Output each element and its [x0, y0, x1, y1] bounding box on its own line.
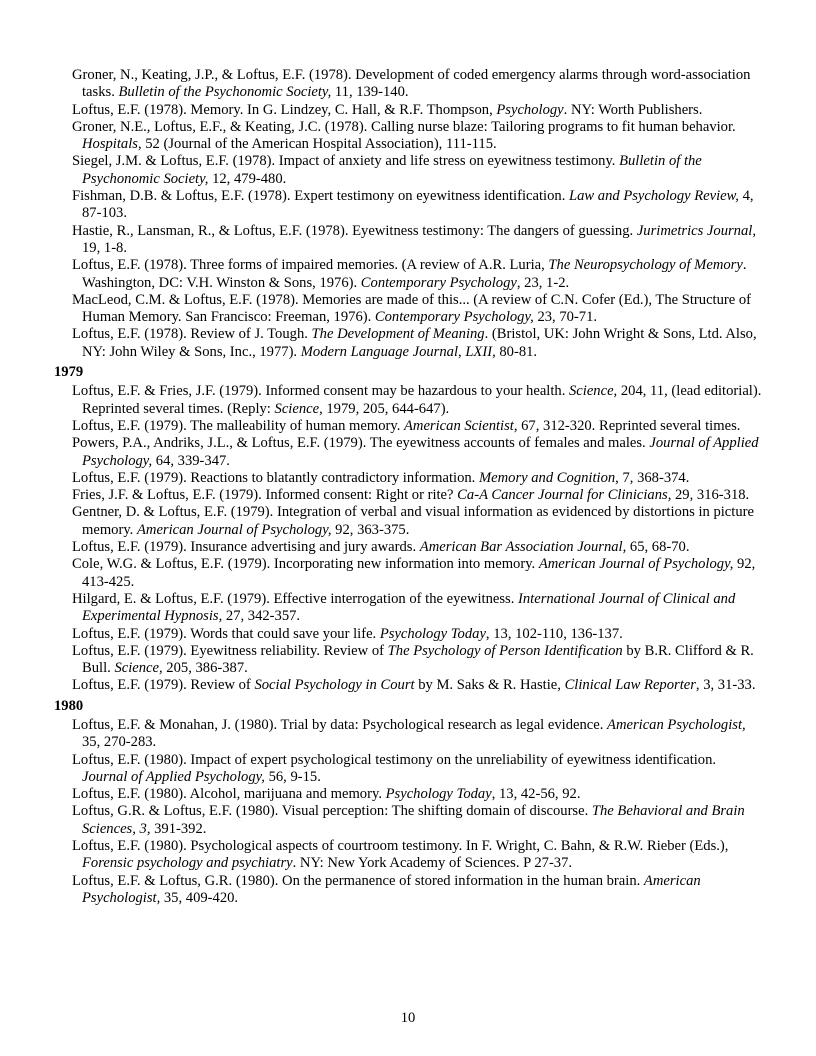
year-heading: 1979 — [54, 364, 84, 381]
reference-entry — [72, 752, 764, 787]
reference-entry — [72, 873, 764, 908]
reference-entry — [72, 119, 764, 154]
reference-text: 23, 70-71. — [533, 309, 598, 326]
reference-entry — [72, 504, 764, 539]
reference-text: 205, 386-387. — [162, 660, 248, 677]
reference-text: by M. Saks & R. Hastie, — [414, 677, 565, 694]
reference-section — [54, 698, 764, 908]
reference-italic-text: Forensic psychology and psychiatry — [82, 855, 293, 872]
reference-text: Loftus, E.F. (1978). Three forms of impaired memories. (A review of A.R. Luria, — [72, 257, 549, 274]
reference-text: Gentner, D. & Loftus, E.F. (1979). Integration of verbal and visual information as evidenced by distortions in picture memory. — [72, 504, 754, 538]
reference-text: Loftus, E.F. & Monahan, J. (1980). Trial by data: Psychological research as legal evidence. — [72, 716, 608, 733]
reference-text: 65, 68-70. — [626, 539, 690, 556]
reference-text: by B.R. Clifford & R. Bull. — [82, 642, 754, 677]
reference-italic-text: Ca-A Cancer Journal for Clinicians, — [457, 487, 672, 504]
reference-entry — [72, 326, 764, 361]
reference-text: 56, 9-15. — [264, 768, 321, 785]
reference-italic-text: Memory and Cognition, — [478, 469, 619, 486]
reference-italic-text: International Journal of Clinical and Experimental Hypnosis, — [82, 590, 736, 625]
reference-italic-text: American Scientist, — [404, 417, 518, 434]
reference-text: . (Bristol, UK: John Wright & Sons, Ltd. Also, NY: John Wiley & Sons, Inc., 1977). — [82, 326, 757, 360]
reference-text: 12, 479-480. — [208, 170, 287, 187]
reference-text: MacLeod, C.M. & Loftus, E.F. (1978). Memories are made of this... (A review of C.N. Cofer (Ed.), The Structure of Human Memory. San Francisco: Freeman, 1976). — [72, 291, 752, 326]
reference-entry — [72, 838, 764, 873]
reference-text: , 1979, 205, 644-647). — [319, 400, 450, 417]
reference-text: 391-392. — [150, 820, 207, 837]
reference-text: Fishman, D.B. & Loftus, E.F. (1978). Expert testimony on eyewitness identification. — [72, 188, 569, 205]
reference-italic-text: Bulletin of the Psychonomic Society, — [118, 84, 332, 101]
reference-text: Groner, N.E., Loftus, E.F., & Keating, J.C. (1978). Calling nurse blaze: Tailoring programs to fit human behavior. — [72, 118, 736, 135]
reference-text: 67, 312-320. Reprinted several times. — [517, 417, 741, 434]
reference-list — [54, 67, 764, 907]
reference-italic-text: Jurimetrics Journal, — [636, 222, 756, 239]
reference-italic-text: Psychology Today — [385, 786, 492, 803]
reference-entry — [72, 643, 764, 678]
reference-text: Loftus, E.F. (1979). Words that could save your life. — [72, 625, 380, 642]
reference-italic-text: Science, — [114, 660, 163, 677]
reference-italic-text: Bulletin of the Psychonomic Society, — [82, 153, 702, 187]
reference-text: 35, 270-283. — [82, 734, 157, 751]
reference-section — [54, 67, 764, 361]
reference-text: Powers, P.A., Andriks, J.L., & Loftus, E.F. (1979). The eyewitness accounts of females and males. — [72, 435, 650, 452]
reference-italic-text: American Journal of Psychology, — [538, 556, 734, 573]
reference-entry — [72, 188, 764, 223]
reference-italic-text: The Psychology of Person Identification — [387, 642, 623, 659]
reference-text: Hastie, R., Lansman, R., & Loftus, E.F. (1978). Eyewitness testimony: The dangers of guessing. — [72, 222, 637, 239]
reference-entry — [72, 626, 764, 643]
reference-entry — [72, 786, 764, 803]
reference-entry — [72, 803, 764, 838]
reference-entry — [72, 470, 764, 487]
reference-entry — [72, 717, 764, 752]
reference-italic-text: American Journal of Psychology, — [136, 521, 332, 538]
reference-text: Loftus, E.F. (1980). Impact of expert psychological testimony on the unreliability of eyewitness identification. — [72, 751, 717, 768]
reference-text: . NY: New York Academy of Sciences. P 27-37. — [292, 855, 573, 872]
reference-text: . Washington, DC: V.H. Winston & Sons, 1976). — [82, 257, 747, 291]
reference-text: Loftus, E.F. (1979). Eyewitness reliability. Review of — [72, 642, 388, 659]
reference-text: 92, 363-375. — [331, 521, 410, 538]
reference-italic-text: Journal of Applied Psychology, — [82, 435, 759, 469]
reference-text: Siegel, J.M. & Loftus, E.F. (1978). Impact of anxiety and life stress on eyewitness testimony. — [72, 153, 620, 170]
reference-text: Loftus, G.R. & Loftus, E.F. (1980). Visual perception: The shifting domain of discourse. — [72, 803, 592, 820]
reference-italic-text: Contemporary Psychology — [360, 274, 517, 291]
reference-text: , 13, 42-56, 92. — [491, 786, 581, 803]
reference-text: Fries, J.F. & Loftus, E.F. (1979). Informed consent: Right or rite? — [72, 487, 458, 504]
reference-text: Loftus, E.F. (1979). Insurance advertising and jury awards. — [72, 539, 420, 556]
reference-italic-text: LXII — [465, 343, 493, 360]
reference-text: 19, 1-8. — [82, 239, 127, 256]
reference-entry — [72, 383, 764, 418]
reference-italic-text: American Bar Association Journal, — [419, 539, 627, 556]
reference-italic-text: The Neuropsychology of Memory — [548, 257, 743, 274]
reference-italic-text: American Psychologist, — [82, 872, 701, 906]
reference-entry — [72, 292, 764, 327]
reference-entry — [72, 556, 764, 591]
reference-entry — [72, 257, 764, 292]
reference-italic-text: Science — [274, 400, 320, 417]
reference-text: 4, 87-103. — [82, 188, 754, 222]
reference-text: 204, 11, (lead editorial). Reprinted several times. (Reply: — [82, 383, 762, 417]
reference-entry — [72, 67, 764, 102]
reference-text: 7, 368-374. — [618, 469, 690, 486]
reference-italic-text: Social Psychology in Court — [254, 677, 415, 694]
page-number: 10 — [400, 1010, 416, 1026]
reference-italic-text: Psychology — [496, 101, 564, 118]
reference-text: Loftus, E.F. (1980). Psychological aspects of courtroom testimony. In F. Wright, C. Bahn, & R.W. Rieber (Eds.), — [72, 838, 729, 855]
year-heading: 1980 — [54, 697, 84, 714]
reference-text: Cole, W.G. & Loftus, E.F. (1979). Incorporating new information into memory. — [72, 556, 539, 573]
reference-text: 64, 339-347. — [152, 452, 230, 469]
reference-italic-text: Hospitals — [82, 136, 138, 153]
reference-entry — [72, 153, 764, 188]
reference-entry — [72, 223, 764, 258]
reference-text: Loftus, E.F. (1979). Review of — [72, 677, 255, 694]
reference-text: 27, 342-357. — [222, 608, 301, 625]
reference-italic-text: American Psychologist, — [607, 716, 746, 733]
reference-text: Loftus, E.F. & Fries, J.F. (1979). Informed consent may be hazardous to your health. — [72, 383, 569, 400]
reference-text: , 80-81. — [492, 343, 538, 360]
reference-entry — [72, 591, 764, 626]
reference-italic-text: Modern Language Journal — [300, 343, 459, 360]
reference-text: Loftus, E.F. (1979). The malleability of human memory. — [72, 417, 404, 434]
reference-text: , 23, 1-2. — [516, 274, 570, 291]
reference-text: Loftus, E.F. (1980). Alcohol, marijuana and memory. — [72, 786, 386, 803]
reference-italic-text: Psychology Today — [379, 625, 486, 642]
reference-text: Groner, N., Keating, J.P., & Loftus, E.F. (1978). Development of coded emergency alarms through word-association tasks. — [72, 67, 751, 101]
reference-text: , 13, 102-110, 136-137. — [485, 625, 623, 642]
reference-text: Loftus, E.F. (1978). Review of J. Tough. — [72, 326, 312, 343]
reference-text: , 3, 31-33. — [695, 677, 756, 694]
reference-italic-text: Contemporary Psychology, — [374, 309, 534, 326]
reference-text: Loftus, E.F. & Loftus, G.R. (1980). On the permanence of stored information in the human brain. — [72, 872, 644, 889]
reference-text: . NY: Worth Publishers. — [563, 101, 703, 118]
reference-italic-text: Law and Psychology Review, — [569, 188, 739, 205]
reference-entry — [72, 677, 764, 694]
reference-entry — [72, 418, 764, 435]
reference-text: Hilgard, E. & Loftus, E.F. (1979). Effective interrogation of the eyewitness. — [72, 590, 518, 607]
reference-italic-text: Journal of Applied Psychology, — [82, 768, 265, 785]
reference-text: , 52 (Journal of the American Hospital Association), 111-115. — [137, 136, 497, 153]
reference-text: 29, 316-318. — [671, 487, 750, 504]
reference-entry — [72, 539, 764, 556]
reference-text: Loftus, E.F. (1978). Memory. In G. Lindzey, C. Hall, & R.F. Thompson, — [72, 101, 497, 118]
reference-italic-text: Clinical Law Reporter — [564, 677, 696, 694]
reference-entry — [72, 435, 764, 470]
reference-entry — [72, 487, 764, 504]
reference-text: , — [458, 343, 466, 360]
reference-text: 35, 409-420. — [160, 889, 239, 906]
reference-italic-text: Science, — [569, 383, 618, 400]
reference-text: Loftus, E.F. (1979). Reactions to blatantly contradictory information. — [72, 469, 479, 486]
reference-entry — [72, 102, 764, 119]
reference-text: 11, 139-140. — [331, 84, 409, 101]
reference-italic-text: The Development of Meaning — [311, 326, 485, 343]
reference-text: 92, 413-425. — [82, 556, 756, 590]
reference-section — [54, 364, 764, 695]
reference-italic-text: The Behavioral and Brain Sciences, 3, — [82, 803, 745, 837]
